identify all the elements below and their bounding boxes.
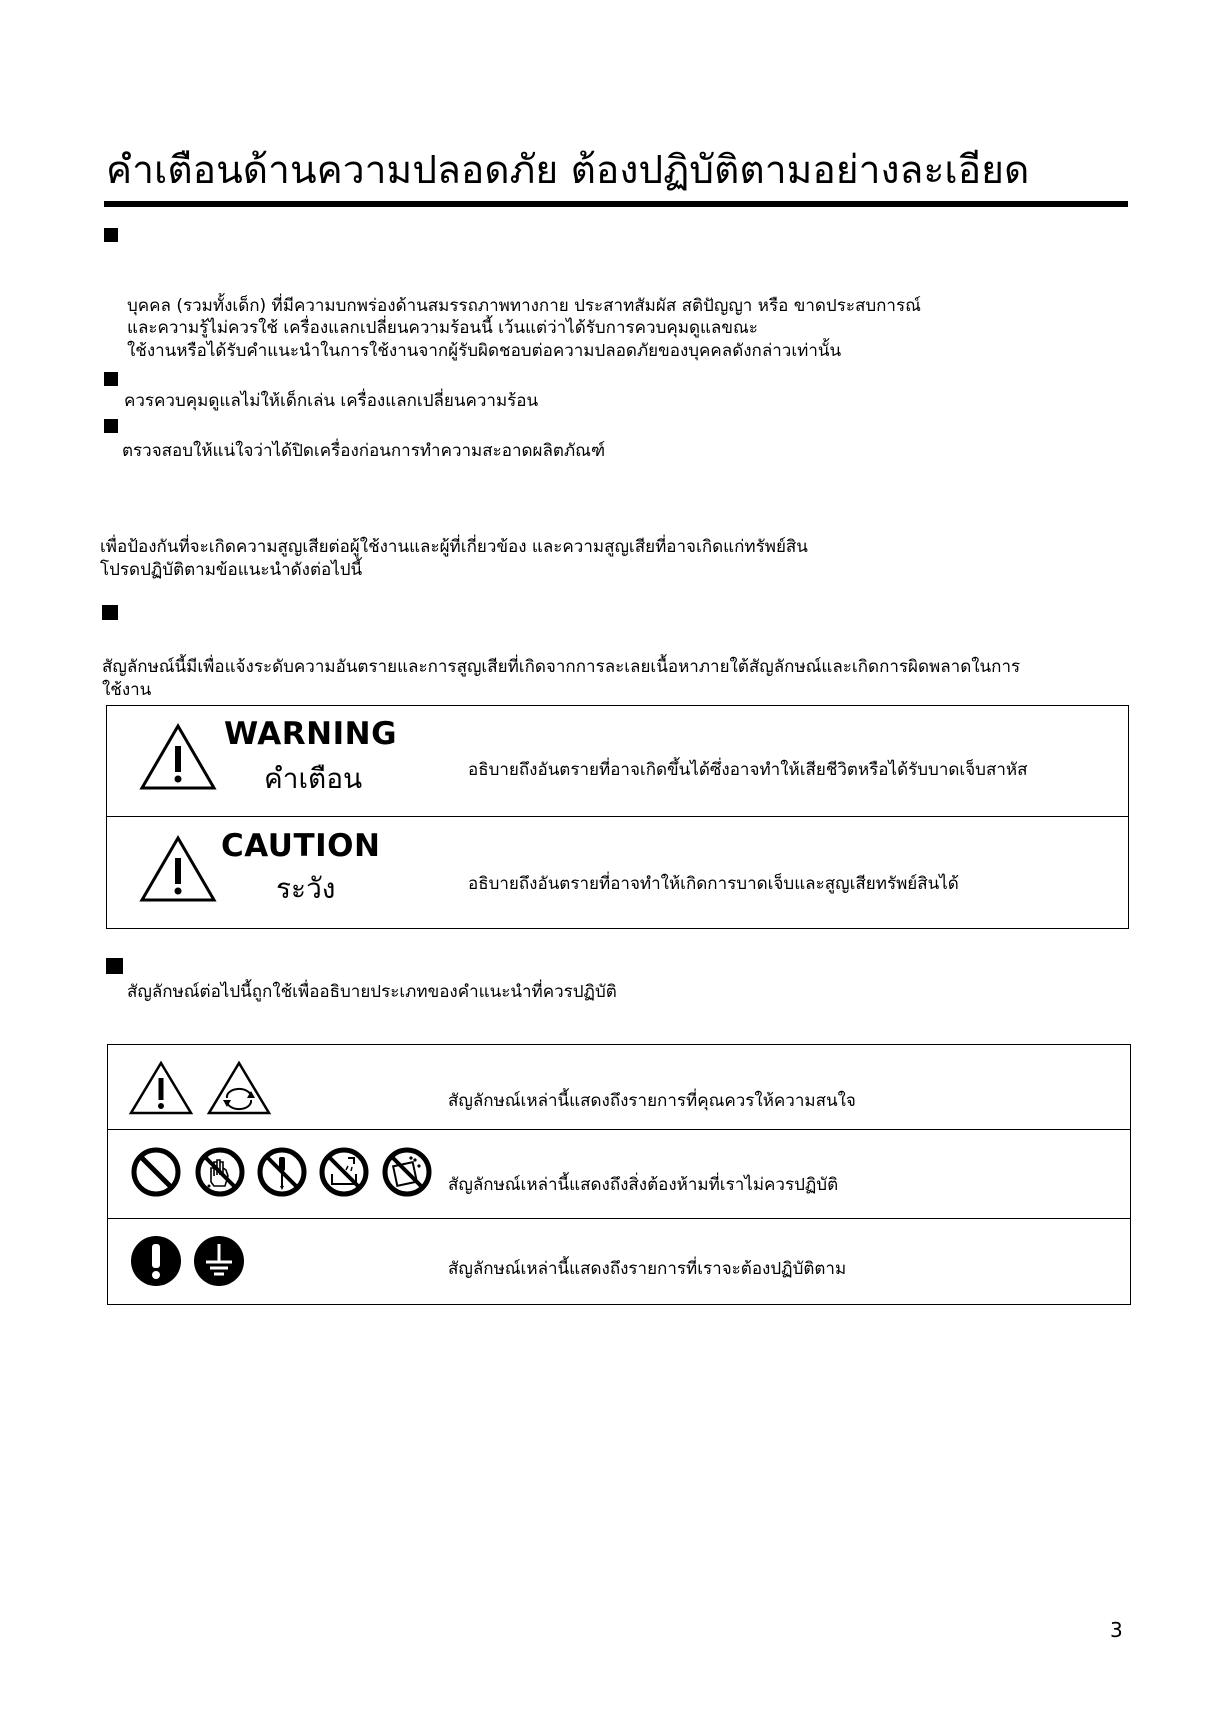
section1-line-2: และความรู้ไม่ควรใช้ เครื่องแลกเปลี่ยนความร้อนนี้ เว้นแต่ว่าได้รับการควบคุมดูแลขณะ [127,318,758,338]
table-divider [107,1218,1131,1219]
section1-line-1: บุคคล (รวมทั้งเด็ก) ที่มีความบกพร่องด้านสมรรถภาพทางกาย ประสาทสัมผัส สติปัญญา หรือ ขาดประสบการณ์ [127,296,921,316]
no-disassembly-icon [256,1146,308,1198]
caution-triangle-icon [138,834,218,904]
page-number: 3 [1110,1618,1123,1642]
ground-connection-icon [192,1234,246,1288]
prohibition-icon [130,1146,182,1198]
warning-label-th: คำเตือน [264,762,363,795]
section-bullet [104,419,118,433]
rotating-parts-icon [206,1060,272,1116]
no-wet-hands-icon [194,1146,246,1198]
section3-text: ตรวจสอบให้แน่ใจว่าได้ปิดเครื่องก่อนการทำความสะอาดผลิตภัณฑ์ [122,441,606,461]
instruction-intro: สัญลักษณ์ต่อไปนี้ถูกใช้เพื่ออธิบายประเภทของคำแนะนำที่ควรปฏิบัติ [127,982,617,1002]
intro-line-2: โปรดปฏิบัติตามข้อแนะนำดังต่อไปนี้ [100,560,363,580]
section-bullet [102,605,118,620]
symbols-intro-line-2: ใช้งาน [102,680,152,700]
section1-line-3: ใช้งานหรือได้รับคำแนะนำในการใช้งานจากผู้รับผิดชอบต่อความปลอดภัยของบุคคลดังกล่าวเท่านั้น [127,341,842,361]
section-bullet [104,228,118,242]
caution-label-en: CAUTION [221,828,381,864]
mandatory-action-icon [129,1234,183,1288]
symbols-intro-line-1: สัญลักษณ์นี้มีเพื่อแจ้งระดับความอันตรายและการสูญเสียที่เกิดจากการละเลยเนื้อหาภายใต้สัญลักษณ์และเกิดการผิดพลาดในการ [102,657,1021,677]
instruction-row-1-text: สัญลักษณ์เหล่านี้แสดงถึงรายการที่คุณควรให้ความสนใจ [448,1091,856,1111]
table-divider [107,1129,1131,1130]
instruction-row-2-text: สัญลักษณ์เหล่านี้แสดงถึงสิ่งต้องห้ามที่เราไม่ควรปฏิบัติ [448,1175,839,1195]
caution-triangle-icon [128,1060,194,1116]
warning-label-en: WARNING [224,716,398,752]
instruction-row-3-text: สัญลักษณ์เหล่านี้แสดงถึงรายการที่เราจะต้องปฏิบัติตาม [448,1259,847,1279]
section-bullet [104,372,118,386]
caution-description: อธิบายถึงอันตรายที่อาจทำให้เกิดการบาดเจ็บและสูญเสียทรัพย์สินได้ [468,874,959,894]
intro-line-1: เพื่อป้องกันที่จะเกิดความสูญเสียต่อผู้ใช้งานและผู้ที่เกี่ยวข้อง และความสูญเสียที่อาจเกิดแก่ทรัพย์สิน [100,537,808,557]
warning-description: อธิบายถึงอันตรายที่อาจเกิดขึ้นได้ซึ่งอาจทำให้เสียชีวิตหรือได้รับบาดเจ็บสาหัส [468,760,1028,780]
title-underline [104,201,1128,207]
no-splash-icon [381,1146,433,1198]
page-title: คำเตือนด้านความปลอดภัย ต้องปฏิบัติตามอย่างละเอียด [106,148,1030,193]
section-bullet [106,958,123,974]
table-divider [106,816,1129,817]
no-water-icon [318,1146,370,1198]
caution-label-th: ระวัง [276,872,336,905]
section2-text: ควรควบคุมดูแลไม่ให้เด็กเล่น เครื่องแลกเปลี่ยนความร้อน [124,391,539,411]
warning-triangle-icon [138,722,218,792]
